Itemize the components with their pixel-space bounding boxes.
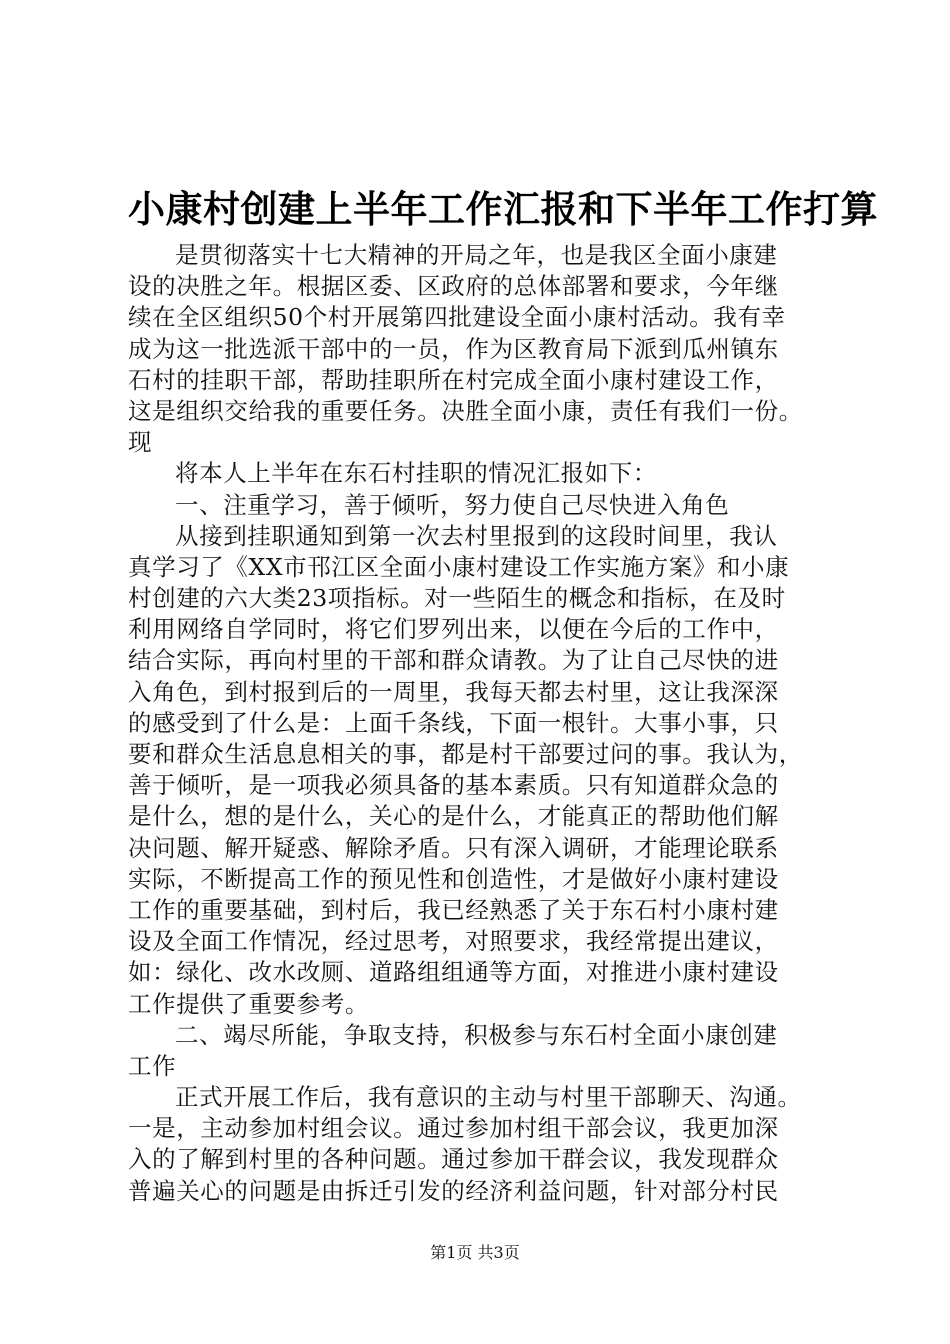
paragraph-line: 普遍关心的问题是由拆迁引发的经济利益问题，针对部分村民 bbox=[128, 1176, 779, 1205]
section-heading: 一、注重学习，善于倾听，努力使自己尽快进入角色 bbox=[175, 490, 730, 519]
paragraph-line: 决问题、解开疑惑、解除矛盾。只有深入调研，才能理论联系 bbox=[128, 833, 779, 862]
paragraph-line: 正式开展工作后，我有意识的主动与村里干部聊天、沟通。 bbox=[175, 1083, 802, 1112]
paragraph-line: 利用网络自学同时，将它们罗列出来，以便在今后的工作中， bbox=[128, 615, 779, 644]
paragraph-line: 村创建的六大类23项指标。对一些陌生的概念和指标，在及时 bbox=[128, 584, 786, 613]
paragraph-line: 是贯彻落实十七大精神的开局之年，也是我区全面小康建 bbox=[175, 241, 778, 269]
page-number-footer: 第1页 共3页 bbox=[430, 1243, 520, 1262]
paragraph-line: 工作的重要基础，到村后，我已经熟悉了关于东石村小康村建 bbox=[128, 895, 779, 924]
paragraph-line: 从接到挂职通知到第一次去村里报到的这段时间里，我认 bbox=[175, 521, 778, 550]
paragraph-line: 一是，主动参加村组会议。通过参加村组干部会议，我更加深 bbox=[128, 1114, 779, 1143]
paragraph-line: 结合实际，再向村里的干部和群众请教。为了让自己尽快的进 bbox=[128, 646, 779, 675]
document-body bbox=[128, 240, 858, 1207]
paragraph-line: 真学习了《XX市邗江区全面小康村建设工作实施方案》和小康 bbox=[128, 552, 790, 581]
paragraph-line: 实际，不断提高工作的预见性和创造性，才是做好小康村建设 bbox=[128, 864, 779, 893]
paragraph-line: 设及全面工作情况，经过思考，对照要求，我经常提出建议， bbox=[128, 927, 779, 956]
paragraph-line: 工作提供了重要参考。 bbox=[128, 989, 369, 1018]
paragraph-line: 善于倾听，是一项我必须具备的基本素质。只有知道群众急的 bbox=[128, 771, 779, 800]
paragraph-line: 如：绿化、改水改厕、道路组组通等方面，对推进小康村建设 bbox=[128, 958, 779, 987]
paragraph-line: 将本人上半年在东石村挂职的情况汇报如下： bbox=[175, 459, 657, 488]
paragraph-line: 石村的挂职干部，帮助挂职所在村完成全面小康村建设工作， bbox=[128, 365, 779, 394]
paragraph-line: 这是组织交给我的重要任务。决胜全面小康，责任有我们一份。 bbox=[128, 396, 803, 425]
paragraph-line: 要和群众生活息息相关的事，都是村干部要过问的事。我认为， bbox=[128, 740, 803, 768]
paragraph-line: 设的决胜之年。根据区委、区政府的总体部署和要求，今年继 bbox=[128, 272, 779, 301]
document-title: 小康村创建上半年工作汇报和下半年工作打算 bbox=[128, 187, 878, 231]
paragraph-line: 成为这一批选派干部中的一员，作为区教育局下派到瓜州镇东 bbox=[128, 334, 779, 363]
paragraph-line: 现 bbox=[128, 428, 153, 457]
paragraph-line: 是什么，想的是什么，关心的是什么，才能真正的帮助他们解 bbox=[128, 802, 779, 831]
section-heading: 二、竭尽所能，争取支持，积极参与东石村全面小康创建 bbox=[175, 1020, 778, 1049]
paragraph-line: 入的了解到村里的各种问题。通过参加干群会议，我发现群众 bbox=[128, 1145, 779, 1174]
paragraph-line: 入角色，到村报到后的一周里，我每天都去村里，这让我深深 bbox=[128, 677, 779, 706]
paragraph-line: 的感受到了什么是：上面千条线，下面一根针。大事小事，只 bbox=[128, 708, 779, 737]
section-heading: 工作 bbox=[128, 1051, 177, 1080]
paragraph-line: 续在全区组织50个村开展第四批建设全面小康村活动。我有幸 bbox=[128, 303, 786, 332]
